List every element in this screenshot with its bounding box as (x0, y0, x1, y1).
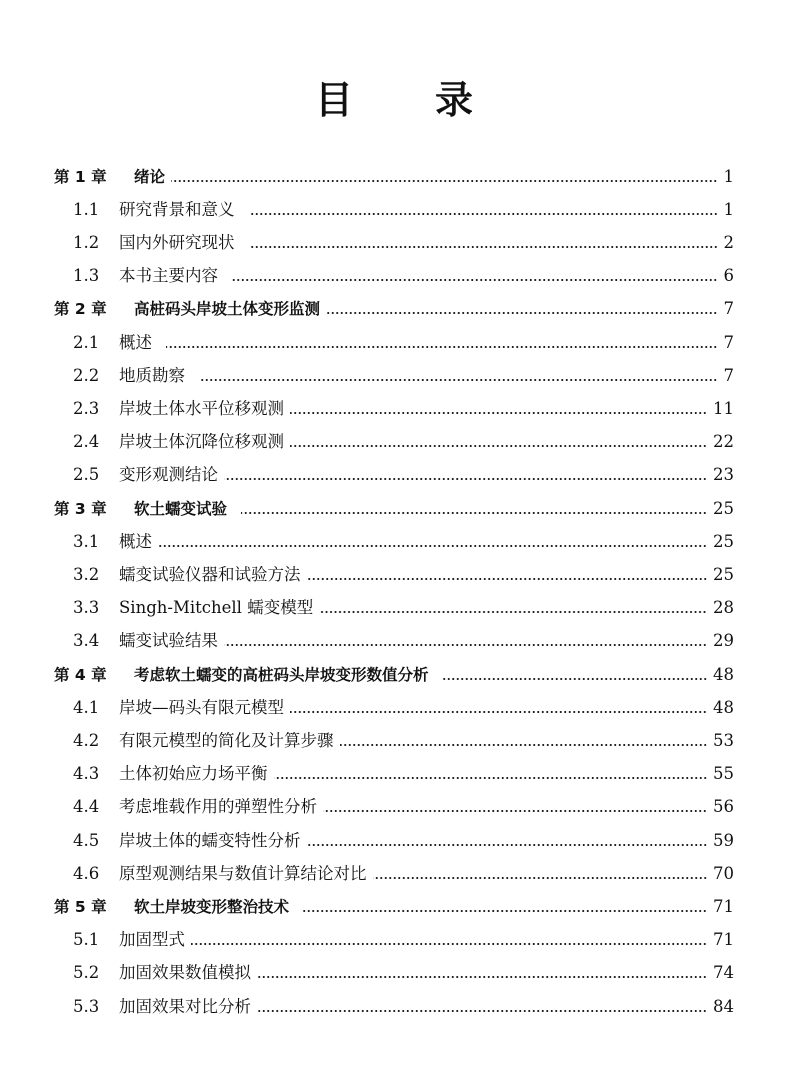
toc-entry-number: 3.3 (73, 598, 100, 618)
toc-chapter-entry[interactable] (54, 160, 734, 193)
toc-section-entry[interactable] (73, 924, 734, 957)
dot-leader (257, 1008, 707, 1014)
toc-section-entry[interactable] (73, 957, 734, 990)
toc-entry-number: 1.2 (73, 232, 100, 252)
toc-section-entry[interactable] (73, 791, 734, 824)
toc-page-number: 48 (713, 664, 734, 684)
toc-page-number: 25 (713, 531, 734, 551)
toc-section-entry[interactable] (73, 758, 734, 791)
toc-entry-number: 3.1 (73, 531, 100, 551)
toc-entry-title: 原型观测结果与数值计算结论对比 (119, 863, 367, 883)
toc-page-number: 25 (713, 564, 734, 584)
dot-leader (241, 510, 707, 516)
toc-entry-number: 5.2 (73, 963, 100, 983)
dot-leader (249, 211, 718, 217)
toc-page-number: 74 (713, 963, 734, 983)
toc-page-number: 7 (723, 365, 734, 385)
dot-leader (373, 875, 708, 881)
toc-entry-number: 2.3 (73, 398, 100, 418)
toc-chapter-entry[interactable] (54, 658, 734, 691)
toc-section-entry[interactable] (73, 724, 734, 757)
toc-section-entry[interactable] (73, 326, 734, 359)
toc-section-entry[interactable] (73, 392, 734, 425)
toc-section-entry[interactable] (73, 193, 734, 226)
dot-leader (303, 908, 707, 914)
dot-leader (290, 410, 707, 416)
toc-entry-title: 国内外研究现状 (119, 232, 235, 252)
dot-leader (274, 775, 708, 781)
toc-entry-number: 5.1 (73, 930, 100, 950)
toc-page-number: 25 (713, 498, 734, 518)
page-title (0, 74, 790, 126)
toc-entry-title: 本书主要内容 (119, 266, 218, 286)
dot-leader (158, 543, 707, 549)
toc-entry-title: 岸坡土体水平位移观测 (119, 398, 284, 418)
toc-section-entry[interactable] (73, 691, 734, 724)
toc-entry-number: 2.5 (73, 465, 100, 485)
toc-entry-number: 2.4 (73, 432, 100, 452)
toc-entry-number: 4.5 (73, 830, 100, 850)
toc-entry-title: 岸坡—码头有限元模型 (119, 697, 284, 717)
dot-leader (224, 642, 707, 648)
toc-entry-title: 加固型式 (119, 930, 185, 950)
toc-page-number: 11 (713, 398, 734, 418)
toc-page-number: 6 (723, 266, 734, 286)
toc-section-entry[interactable] (73, 459, 734, 492)
toc-entry-title: 蠕变试验仪器和试验方法 (119, 564, 301, 584)
toc-entry-number: 5.3 (73, 996, 100, 1016)
toc-section-entry[interactable] (73, 592, 734, 625)
dot-leader (340, 742, 708, 748)
dot-leader (224, 476, 707, 482)
toc-entry-title: 概述 (119, 332, 152, 352)
toc-entry-number: 4.1 (73, 697, 100, 717)
toc-entry-title: 考虑软土蠕变的高桩码头岸坡变形数值分析 (134, 665, 429, 684)
toc-page-number: 59 (713, 830, 734, 850)
dot-leader (232, 277, 718, 283)
toc-page-number: 71 (713, 896, 734, 916)
toc-section-entry[interactable] (73, 558, 734, 591)
toc-entry-title: 岸坡土体的蠕变特性分析 (119, 830, 301, 850)
toc-page-number: 29 (713, 631, 734, 651)
toc-entry-title: 高桩码头岸坡土体变形监测 (134, 300, 321, 319)
toc-entry-number: 第 2 章 (54, 300, 107, 319)
toc-page-number: 23 (713, 465, 734, 485)
toc-entry-title: 蠕变试验结果 (119, 631, 218, 651)
dot-leader (171, 178, 717, 184)
dot-leader (319, 609, 707, 615)
toc-entry-number: 第 4 章 (54, 665, 107, 684)
toc-entry-number: 第 3 章 (54, 499, 107, 518)
toc-page-number: 7 (723, 332, 734, 352)
toc-page-number: 56 (713, 797, 734, 817)
toc-section-entry[interactable] (73, 525, 734, 558)
toc-page-number: 71 (713, 930, 734, 950)
dot-leader (199, 377, 718, 383)
dot-leader (323, 808, 707, 814)
toc-entry-title: 研究背景和意义 (119, 199, 235, 219)
toc-page-number: 55 (713, 764, 734, 784)
toc-entry-number: 第 1 章 (54, 167, 107, 186)
toc-entry-title: 土体初始应力场平衡 (119, 764, 268, 784)
toc-section-entry[interactable] (73, 857, 734, 890)
toc-entry-title: 考虑堆载作用的弹塑性分析 (119, 797, 317, 817)
toc-entry-title: 软土岸坡变形整治技术 (134, 897, 290, 916)
toc-entry-title: 概述 (119, 531, 152, 551)
toc-page-number: 2 (723, 232, 734, 252)
toc-entry-number: 4.2 (73, 730, 100, 750)
dot-leader (290, 443, 707, 449)
toc-chapter-entry[interactable] (54, 293, 734, 326)
toc-section-entry[interactable] (73, 990, 734, 1023)
toc-section-entry[interactable] (73, 260, 734, 293)
toc-entry-number: 3.4 (73, 631, 100, 651)
toc-chapter-entry[interactable] (54, 492, 734, 525)
toc-entry-number: 1.1 (73, 199, 100, 219)
toc-section-entry[interactable] (73, 359, 734, 392)
dot-leader (191, 941, 707, 947)
toc-page-number: 53 (713, 730, 734, 750)
toc-entry-number: 4.3 (73, 764, 100, 784)
dot-leader (257, 974, 707, 980)
dot-leader (307, 576, 708, 582)
dot-leader (166, 344, 718, 350)
title-char-2: 录 (435, 78, 476, 122)
toc-entry-number: 4.4 (73, 797, 100, 817)
dot-leader (290, 709, 707, 715)
toc-page-number: 7 (723, 299, 734, 319)
dot-leader (307, 842, 708, 848)
title-char-1: 目 (314, 78, 355, 122)
toc-page-number: 28 (713, 598, 734, 618)
toc-entry-number: 4.6 (73, 863, 100, 883)
toc-section-entry[interactable] (73, 824, 734, 857)
toc-page-number: 48 (713, 697, 734, 717)
toc-entry-number: 2.1 (73, 332, 100, 352)
toc-entry-title: 变形观测结论 (119, 465, 218, 485)
dot-leader (443, 676, 707, 682)
toc-entry-title: 加固效果对比分析 (119, 996, 251, 1016)
toc-entry-title: 岸坡土体沉降位移观测 (119, 432, 284, 452)
toc-chapter-entry[interactable] (54, 890, 734, 923)
dot-leader (249, 244, 718, 250)
toc-section-entry[interactable] (73, 426, 734, 459)
toc-entry-title: 有限元模型的简化及计算步骤 (119, 730, 334, 750)
toc-page-number: 1 (723, 166, 734, 186)
toc-entry-title: 地质勘察 (119, 365, 185, 385)
toc-section-entry[interactable] (73, 625, 734, 658)
toc-entry-number: 2.2 (73, 365, 100, 385)
toc-entry-title: Singh-Mitchell 蠕变模型 (119, 598, 314, 618)
toc-entry-number: 第 5 章 (54, 897, 107, 916)
toc-page-number: 22 (713, 432, 734, 452)
toc-entry-number: 3.2 (73, 564, 100, 584)
toc-page-number: 84 (713, 996, 734, 1016)
dot-leader (326, 310, 717, 316)
toc-page-number: 70 (713, 863, 734, 883)
toc-entry-number: 1.3 (73, 266, 100, 286)
toc-entry-title: 软土蠕变试验 (134, 499, 228, 518)
toc-section-entry[interactable] (73, 226, 734, 259)
toc-entry-title: 绪论 (134, 167, 166, 186)
toc-entry-title: 加固效果数值模拟 (119, 963, 251, 983)
toc-page-number: 1 (723, 199, 734, 219)
